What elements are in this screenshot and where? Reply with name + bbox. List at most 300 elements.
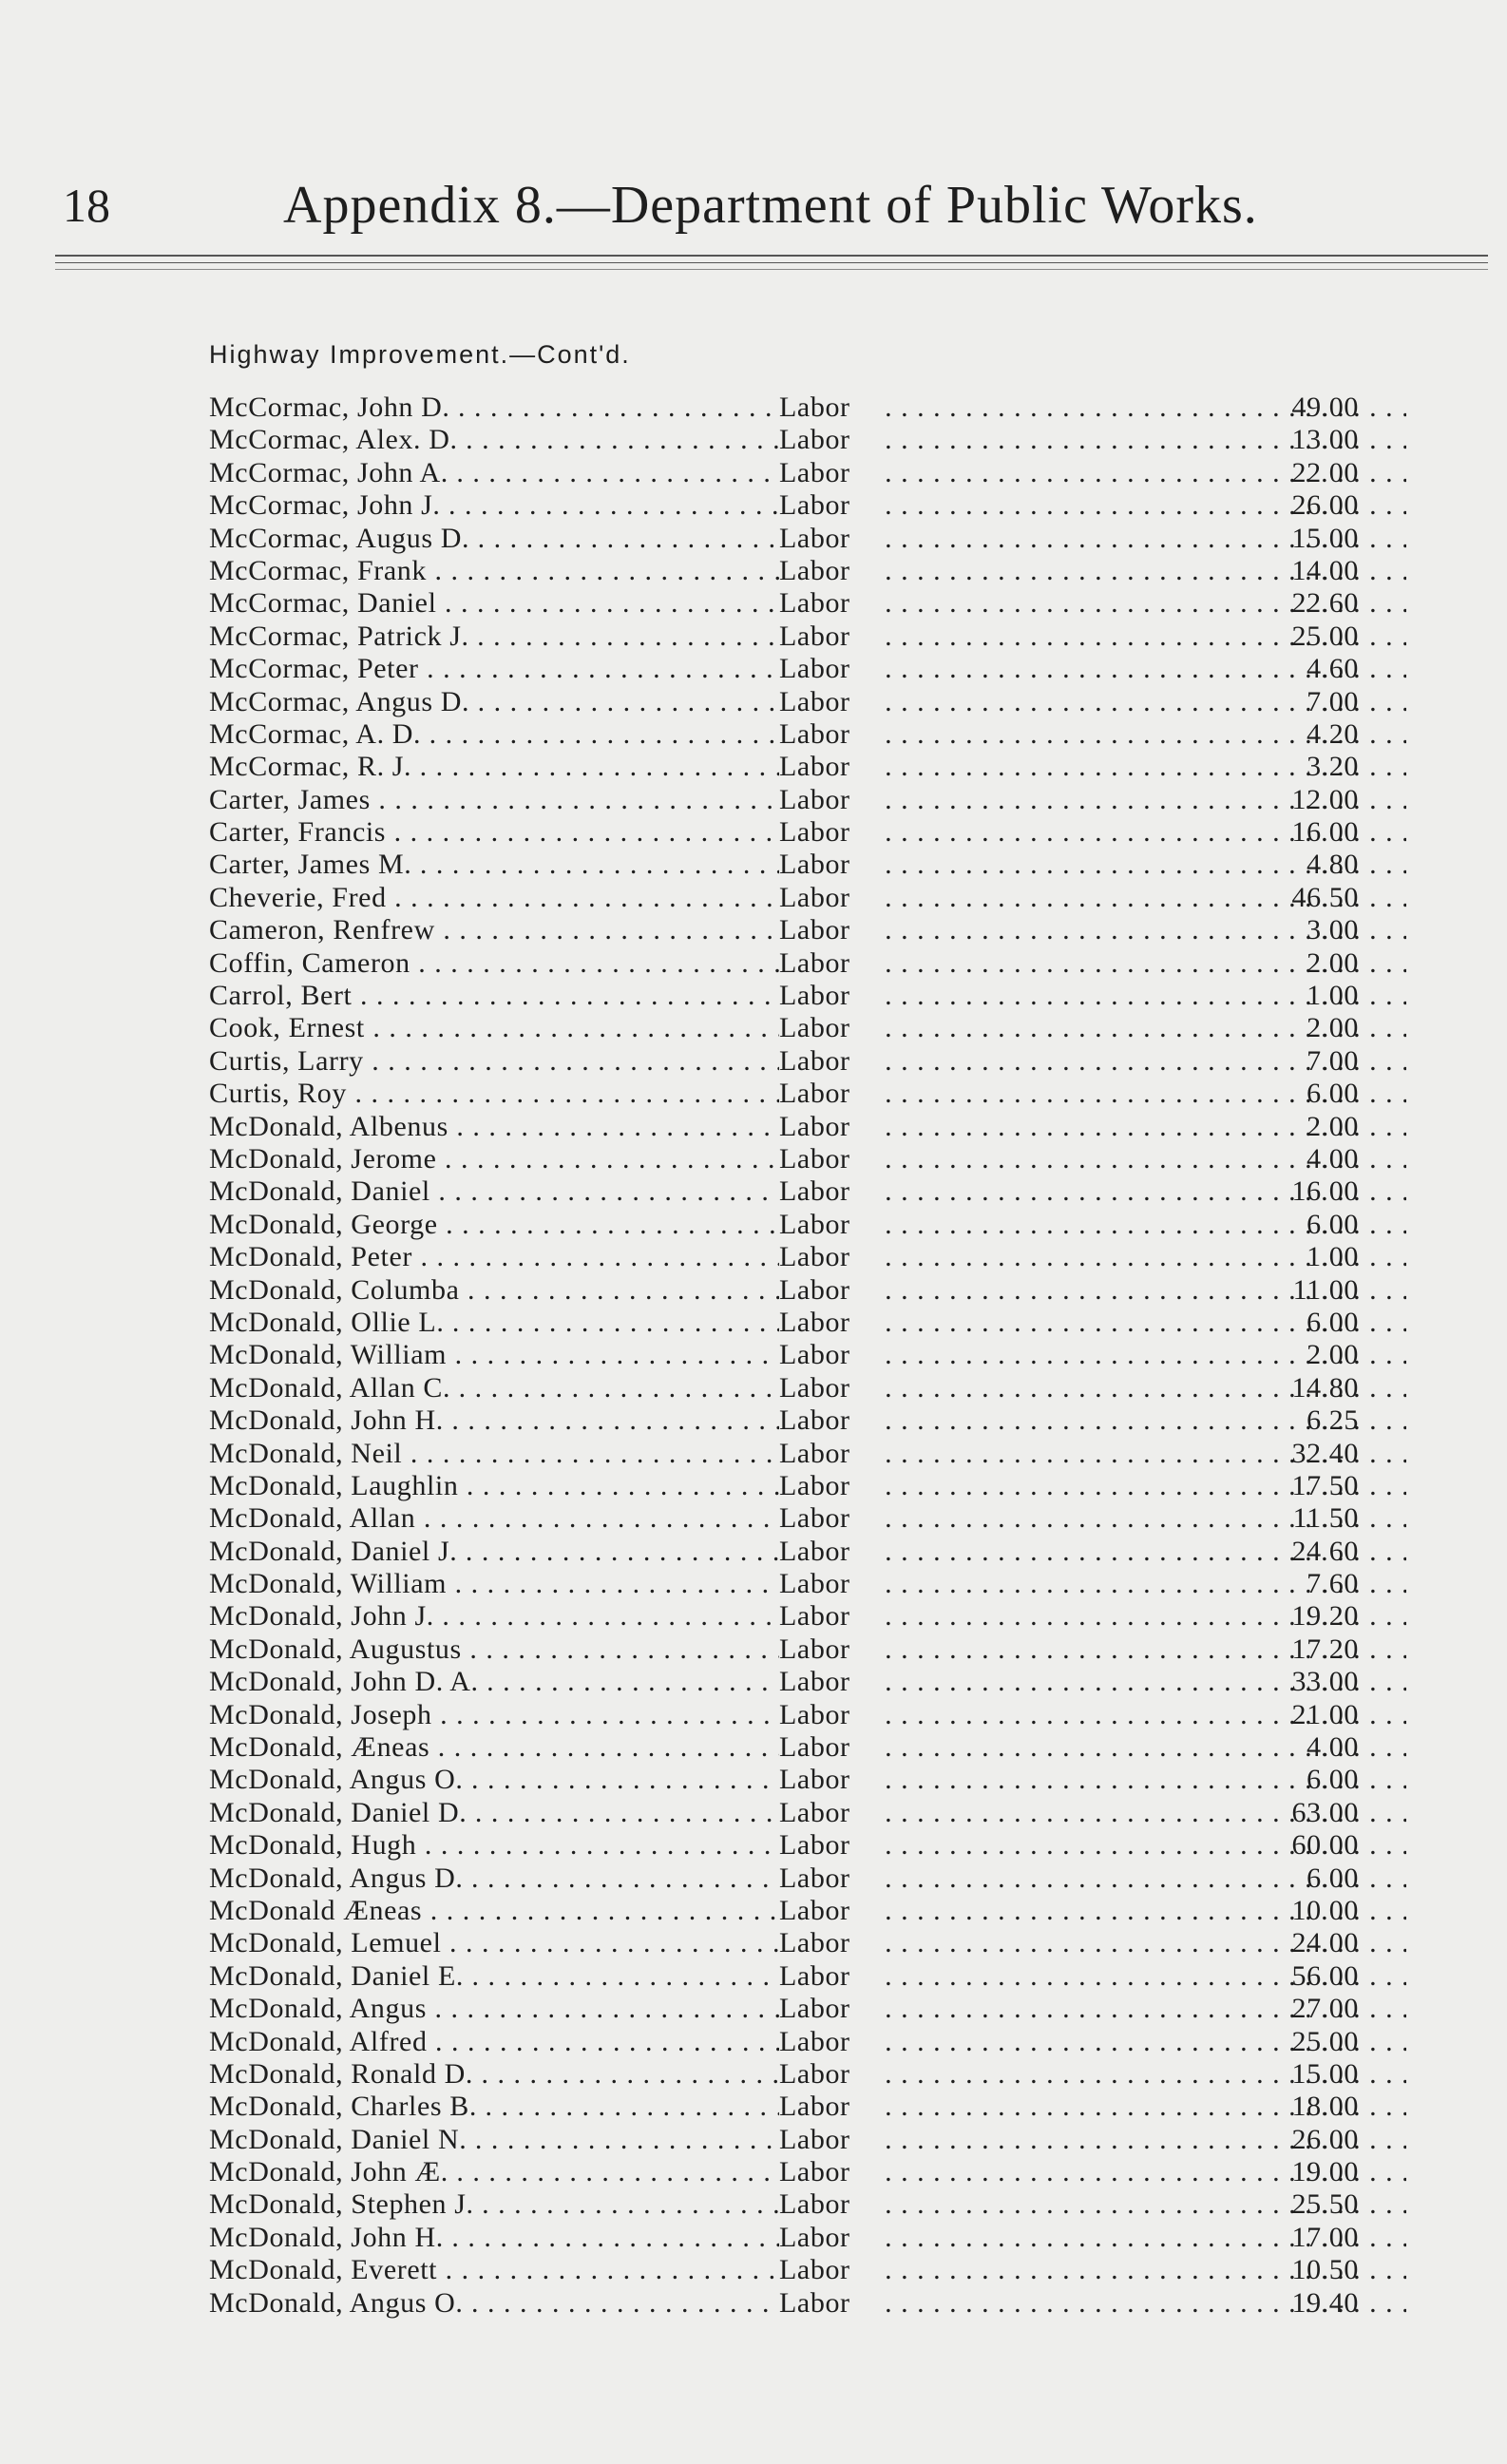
entry-work-text: Labor [779, 849, 850, 881]
entry-amount: 10.50 [1291, 2254, 1359, 2286]
entry-name [209, 2124, 779, 2156]
entry-amount: 26.00 [1291, 489, 1359, 522]
entry-amount: 6.00 [1307, 1764, 1359, 1796]
entry-name [209, 621, 779, 653]
entry-amount: 19.00 [1291, 2156, 1359, 2188]
entry-work-text: Labor [779, 1012, 850, 1044]
entry-name-text: McDonald, John J. [209, 1600, 434, 1633]
entry-name [209, 1829, 779, 1862]
entry-work-text: Labor [779, 1796, 850, 1828]
entry-work-text: Labor [779, 2025, 850, 2057]
entry-work-text: Labor [779, 2188, 850, 2221]
entry-name-text: McDonald, Daniel D. [209, 1796, 467, 1828]
entry-amount: 16 00 [1291, 816, 1359, 849]
entry-name-text: Cook, Ernest [209, 1012, 365, 1044]
entry-amount: 6.00 [1307, 1306, 1359, 1338]
entry-name [209, 489, 779, 522]
list-item [209, 1862, 1359, 1895]
list-item [209, 457, 1359, 489]
list-item [209, 1960, 1359, 1993]
entry-name [209, 1274, 779, 1307]
entry-name-text: Cameron, Renfrew [209, 914, 435, 946]
entry-name [209, 849, 779, 881]
entry-work-text: Labor [779, 1731, 850, 1764]
entry-work-text: Labor [779, 1306, 850, 1338]
list-item [209, 1895, 1359, 1927]
list-item [209, 1307, 1359, 1339]
list-item [209, 1731, 1359, 1764]
list-item [209, 1372, 1359, 1404]
entry-name [209, 2222, 779, 2254]
entry-work-text: Labor [779, 1633, 850, 1665]
list-item [209, 1764, 1359, 1796]
list-item [209, 1078, 1359, 1110]
entry-amount: 15.00 [1291, 2057, 1359, 2090]
entry-work-text: Labor [779, 1600, 850, 1633]
entry-name [209, 555, 779, 587]
entry-amount: 18.00 [1291, 2091, 1359, 2123]
list-item [209, 816, 1359, 849]
list-item [209, 849, 1359, 881]
list-item [209, 914, 1359, 946]
entry-name-text: McCormac, Patrick J. [209, 620, 469, 652]
entry-work-text: Labor [779, 717, 850, 750]
entry-work-text: Labor [779, 2156, 850, 2188]
entry-work-text: Labor [779, 1666, 850, 1698]
entry-name-text: Curtis, Larry [209, 1044, 364, 1077]
list-item [209, 1666, 1359, 1698]
entry-work-text: Labor [779, 1437, 850, 1469]
entry-amount: 49.00 [1291, 392, 1359, 423]
entry-amount: 33.00 [1291, 1666, 1359, 1698]
entry-name-text: McDonald, Ollie L. [209, 1306, 445, 1338]
entry-work-text: Labor [779, 620, 850, 652]
entry-amount: 46.50 [1291, 881, 1359, 913]
entry-name-text: Carter, James M. [209, 849, 412, 881]
list-item [209, 980, 1359, 1012]
entry-work-text: Labor [779, 816, 850, 849]
entry-name-text: McCormac, Augus D. [209, 522, 470, 554]
entry-amount: 14.00 [1291, 554, 1359, 586]
header-rule [55, 269, 1488, 270]
entry-name-text: McCormac, Angus D. [209, 685, 470, 717]
list-item [209, 424, 1359, 456]
entry-amount: 60.00 [1291, 1829, 1359, 1862]
list-item [209, 621, 1359, 653]
list-item [209, 2287, 1359, 2320]
entry-name [209, 457, 779, 489]
entry-name-text: McCormac, Peter [209, 653, 419, 685]
entry-amount: 1.00 [1307, 1241, 1359, 1273]
header-rule [55, 262, 1488, 263]
entry-name-text: McDonald, Daniel J. [209, 1535, 458, 1567]
entry-work-text: Labor [779, 2221, 850, 2253]
entry-name [209, 1012, 779, 1044]
entry-name [209, 1078, 779, 1110]
entry-amount: 3.00 [1307, 914, 1359, 946]
entry-name [209, 914, 779, 946]
entry-name [209, 686, 779, 718]
entry-amount: 7.00 [1307, 1044, 1359, 1077]
list-item [209, 2188, 1359, 2221]
entry-name [209, 1797, 779, 1829]
entry-work-text: Labor [779, 1371, 850, 1404]
entry-name [209, 1862, 779, 1895]
entry-name-text: McCormac, R. J. [209, 751, 412, 783]
entry-name-text: McCormac, Frank [209, 554, 427, 586]
entry-name-text: McDonald, Allan C. [209, 1371, 451, 1404]
list-item [209, 1241, 1359, 1273]
entry-name-text: McDonald, Daniel E. [209, 1959, 464, 1992]
list-item [209, 2222, 1359, 2254]
entry-name-text: McDonald, Laughlin [209, 1469, 459, 1501]
list-item [209, 1927, 1359, 1959]
entry-name [209, 587, 779, 620]
entry-work-text: Labor [779, 1241, 850, 1273]
entry-amount: 25.50 [1291, 2188, 1359, 2221]
entry-name [209, 1307, 779, 1339]
entry-name [209, 1470, 779, 1502]
entry-name [209, 2091, 779, 2123]
entry-name [209, 784, 779, 816]
entry-name [209, 1438, 779, 1470]
entry-work-text: Labor [779, 1927, 850, 1959]
section-title: Highway Improvement.—Cont'd. [209, 340, 631, 369]
entry-name-text: McCormac, Alex. D. [209, 424, 458, 456]
entry-amount: 1.00 [1307, 980, 1359, 1012]
list-item [209, 1993, 1359, 2025]
entry-amount: 17.20 [1291, 1633, 1359, 1665]
list-item [209, 784, 1359, 816]
list-item [209, 2156, 1359, 2188]
entry-work-text: Labor [779, 522, 850, 554]
entry-name [209, 523, 779, 555]
entry-amount: 27.00 [1291, 1993, 1359, 2025]
entry-name-text: McDonald, Lemuel [209, 1927, 442, 1959]
entry-work-text: Labor [779, 554, 850, 586]
entry-name [209, 718, 779, 751]
entry-work-text: Labor [779, 751, 850, 783]
entry-work-text: Labor [779, 1829, 850, 1862]
entry-amount: 4.20 [1307, 717, 1359, 750]
list-item [209, 1209, 1359, 1241]
entry-name [209, 1372, 779, 1404]
list-item [209, 489, 1359, 522]
entry-work-text: Labor [779, 980, 850, 1012]
entry-name-text: McDonald, William [209, 1568, 448, 1600]
entry-amount: 7.60 [1307, 1568, 1359, 1600]
entry-work-text: Labor [779, 1175, 850, 1208]
entry-work-text: Labor [779, 881, 850, 913]
list-item [209, 2124, 1359, 2156]
entry-name [209, 1666, 779, 1698]
entry-name-text: McCormac, John D. [209, 392, 450, 423]
entry-work-text: Labor [779, 2091, 850, 2123]
entry-work-text: Labor [779, 653, 850, 685]
entry-work-text: Labor [779, 1142, 850, 1175]
list-item [209, 523, 1359, 555]
entry-work-text: Labor [779, 685, 850, 717]
list-item [209, 1045, 1359, 1078]
list-item [209, 1797, 1359, 1829]
entry-amount: 22 00 [1291, 456, 1359, 488]
list-item [209, 1633, 1359, 1666]
entry-name-text: McDonald, Joseph [209, 1698, 432, 1730]
entry-work-text: Labor [779, 914, 850, 946]
entry-name-text: McDonald, Augustus [209, 1633, 462, 1665]
list-item [209, 1274, 1359, 1307]
entry-work-text: Labor [779, 1764, 850, 1796]
list-item [209, 1111, 1359, 1143]
list-item [209, 653, 1359, 685]
entry-name-text: Curtis, Roy [209, 1078, 347, 1110]
entry-work-text: Labor [779, 2254, 850, 2286]
entry-name-text: McDonald, John D. A. [209, 1666, 479, 1698]
entry-amount: 6.00 [1307, 1862, 1359, 1894]
entry-name-text: McDonald, Everett [209, 2254, 438, 2286]
entry-name [209, 1731, 779, 1764]
entry-name [209, 947, 779, 980]
entry-amount: 4.00 [1307, 1731, 1359, 1764]
entry-work-text: Labor [779, 2286, 850, 2319]
list-item [209, 2058, 1359, 2091]
list-item [209, 392, 1359, 424]
entry-name [209, 1993, 779, 2025]
entry-amount: 22.60 [1291, 587, 1359, 620]
entry-name [209, 2058, 779, 2091]
entry-amount: 3.20 [1307, 751, 1359, 783]
entry-name [209, 1502, 779, 1535]
entry-name-text: McDonald, Stephen J. [209, 2188, 474, 2221]
entry-name [209, 1699, 779, 1731]
entry-name [209, 1536, 779, 1568]
entry-amount: 13.00 [1291, 424, 1359, 456]
entry-amount: 12.00 [1291, 783, 1359, 815]
entry-name-text: Carter, James [209, 783, 371, 815]
entry-work-text: Labor [779, 1110, 850, 1142]
entry-amount: 19.40 [1291, 2286, 1359, 2319]
entry-name-text: McDonald Æneas [209, 1894, 423, 1926]
entry-work-text: Labor [779, 1535, 850, 1567]
list-item [209, 2091, 1359, 2123]
entry-amount: 25.00 [1291, 620, 1359, 652]
entry-name [209, 2026, 779, 2058]
entry-name-text: McDonald, Daniel N. [209, 2123, 467, 2155]
list-item [209, 686, 1359, 718]
entry-name [209, 1111, 779, 1143]
list-item [209, 1536, 1359, 1568]
entry-work-text: Labor [779, 1044, 850, 1077]
entry-work-text: Labor [779, 1894, 850, 1926]
entry-name-text: McDonald, John Æ. [209, 2156, 448, 2188]
entry-amount: 24.00 [1291, 1927, 1359, 1959]
list-item [209, 1012, 1359, 1044]
entry-name [209, 2156, 779, 2188]
entry-work-text: Labor [779, 2123, 850, 2155]
entry-name [209, 980, 779, 1012]
entry-name [209, 653, 779, 685]
entry-name-text: McDonald, William [209, 1339, 448, 1371]
entry-work-text: Labor [779, 1698, 850, 1730]
entry-name-text: Cheverie, Fred [209, 881, 387, 913]
list-item [209, 1143, 1359, 1175]
entry-name-text: McDonald, John H. [209, 2221, 444, 2253]
entry-name [209, 2188, 779, 2221]
entry-amount: 11.00 [1292, 1273, 1359, 1306]
entry-name-text: McDonald, Charles B. [209, 2091, 477, 2123]
entry-name-text: McCormac, John J. [209, 489, 441, 522]
entry-work-text: Labor [779, 1339, 850, 1371]
list-item [209, 1568, 1359, 1600]
entry-amount: 21.00 [1291, 1698, 1359, 1730]
entry-name [209, 751, 779, 783]
entry-name-text: McDonald, Angus O. [209, 1764, 464, 1796]
entry-amount: 16 00 [1291, 1175, 1359, 1208]
list-item [209, 1175, 1359, 1208]
entry-amount: 25.00 [1291, 2025, 1359, 2057]
entry-amount: 17.00 [1291, 2221, 1359, 2253]
entry-amount: 4.80 [1307, 849, 1359, 881]
entry-name [209, 1209, 779, 1241]
entry-name-text: McDonald, Albenus [209, 1110, 448, 1142]
list-item [209, 1829, 1359, 1862]
entry-work-text: Labor [779, 1273, 850, 1306]
entry-work-text: Labor [779, 1469, 850, 1501]
list-item [209, 1470, 1359, 1502]
entry-name-text: McDonald, Ronald D. [209, 2057, 474, 2090]
entry-name-text: McCormac, John A. [209, 456, 448, 488]
entry-name [209, 1339, 779, 1371]
entry-amount: 6.25 [1307, 1404, 1359, 1437]
entry-work-text: Labor [779, 1208, 850, 1240]
entry-name-text: McDonald, Hugh [209, 1829, 417, 1862]
entry-name-text: McDonald, Angus D. [209, 1862, 464, 1894]
entry-work-text: Labor [779, 1993, 850, 2025]
entry-work-text: Labor [779, 1959, 850, 1992]
entry-work-text: Labor [779, 1862, 850, 1894]
list-item [209, 882, 1359, 914]
entry-name [209, 1600, 779, 1633]
entry-amount: 63.00 [1291, 1796, 1359, 1828]
entry-name-text: McCormac, A. D. [209, 717, 422, 750]
entry-amount: 2.00 [1307, 1339, 1359, 1371]
entry-name-text: McDonald, Peter [209, 1241, 412, 1273]
entry-name-text: Carrol, Bert [209, 980, 353, 1012]
entry-work-text: Labor [779, 489, 850, 522]
entry-work-text: Labor [779, 456, 850, 488]
list-item [209, 1600, 1359, 1633]
entry-amount: 14.80 [1291, 1371, 1359, 1404]
entry-amount: 7.00 [1307, 685, 1359, 717]
entry-amount: 10 00 [1291, 1894, 1359, 1926]
entry-name [209, 1404, 779, 1437]
entry-name [209, 1633, 779, 1666]
entry-name [209, 1927, 779, 1959]
entry-name [209, 882, 779, 914]
entry-work-text: Labor [779, 1078, 850, 1110]
list-item [209, 751, 1359, 783]
list-item [209, 2026, 1359, 2058]
entry-work-text: Labor [779, 2057, 850, 2090]
entry-name-text: McCormac, Daniel [209, 587, 437, 620]
list-item [209, 718, 1359, 751]
list-item [209, 1438, 1359, 1470]
entry-amount: 4.00 [1307, 1142, 1359, 1175]
entry-name-text: McDonald, Angus [209, 1993, 427, 2025]
entry-work-text: Labor [779, 946, 850, 979]
entry-name [209, 392, 779, 424]
entry-name-text: Carter, Francis [209, 816, 387, 849]
entry-name [209, 816, 779, 849]
entry-name-text: McDonald, Neil [209, 1437, 403, 1469]
entry-amount: 2.00 [1307, 946, 1359, 979]
entry-name-text: McDonald, Alfred [209, 2025, 428, 2057]
entry-work-text: Labor [779, 392, 850, 423]
entry-amount: 32.40 [1291, 1437, 1359, 1469]
entry-name-text: McDonald, John H. [209, 1404, 444, 1437]
entry-name-text: McDonald, George [209, 1208, 438, 1240]
list-item [209, 1502, 1359, 1535]
entry-work-text: Labor [779, 1502, 850, 1535]
entry-amount: 4.60 [1307, 653, 1359, 685]
entry-amount: 19.20 [1291, 1600, 1359, 1633]
entry-name-text: McDonald, Æneas [209, 1731, 430, 1764]
list-item [209, 1404, 1359, 1437]
list-item [209, 947, 1359, 980]
header-rule [55, 255, 1488, 257]
entry-name [209, 1143, 779, 1175]
entry-name-text: Coffin, Cameron [209, 946, 410, 979]
entry-work-text: Labor [779, 1404, 850, 1437]
list-item [209, 587, 1359, 620]
entry-amount: 2.00 [1307, 1110, 1359, 1142]
entry-name [209, 1241, 779, 1273]
entry-amount: 6.00 [1307, 1078, 1359, 1110]
entry-name [209, 1045, 779, 1078]
list-item [209, 1339, 1359, 1371]
entry-work-text: Labor [779, 783, 850, 815]
entry-name [209, 1960, 779, 1993]
entry-name [209, 1175, 779, 1208]
entry-name [209, 1764, 779, 1796]
entry-name-text: McDonald, Angus O. [209, 2286, 464, 2319]
entry-name [209, 1895, 779, 1927]
entry-name [209, 2254, 779, 2286]
entry-name-text: McDonald, Jerome [209, 1142, 437, 1175]
entry-amount: 17.50 [1291, 1469, 1359, 1501]
entry-work-text: Labor [779, 587, 850, 620]
entry-name [209, 424, 779, 456]
entry-name-text: McDonald, Daniel [209, 1175, 430, 1208]
entry-amount: 6.00 [1307, 1208, 1359, 1240]
entry-amount: 26.00 [1291, 2123, 1359, 2155]
entry-amount: 15.00 [1291, 522, 1359, 554]
entry-work-text: Labor [779, 424, 850, 456]
entries-list [209, 392, 1359, 2320]
entry-name [209, 2287, 779, 2320]
entry-amount: 24 60 [1291, 1535, 1359, 1567]
entry-name-text: McDonald, Allan [209, 1502, 416, 1535]
running-head: Appendix 8.—Department of Public Works. [283, 176, 1258, 235]
entry-amount: 11.50 [1292, 1502, 1359, 1535]
list-item [209, 1699, 1359, 1731]
list-item [209, 2254, 1359, 2286]
list-item [209, 555, 1359, 587]
entry-amount: 56.00 [1291, 1959, 1359, 1992]
entry-name [209, 1568, 779, 1600]
page-number: 18 [63, 179, 110, 232]
entry-work-text: Labor [779, 1568, 850, 1600]
